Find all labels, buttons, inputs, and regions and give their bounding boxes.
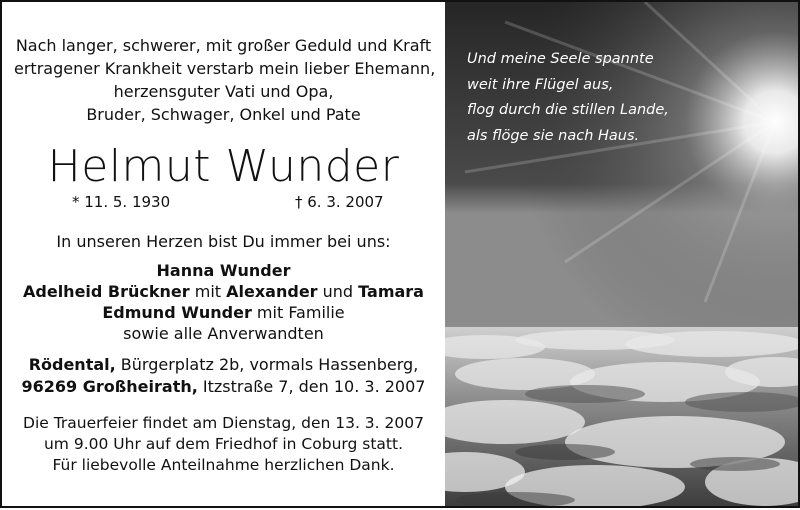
poem-line: Und meine Seele spannte bbox=[467, 51, 654, 67]
funeral-line: Für liebevolle Anteilnahme herzlichen Dank. bbox=[52, 456, 395, 474]
funeral-line: Die Trauerfeier findet am Dienstag, den 13. 3. 2007 bbox=[23, 414, 424, 432]
poem-line: weit ihre Flügel aus, bbox=[467, 76, 614, 93]
address-place: Rödental, bbox=[28, 355, 116, 374]
family-member bbox=[2, 302, 445, 323]
address-block bbox=[2, 354, 445, 398]
intro-line: Bruder, Schwager, Onkel und Pate bbox=[86, 105, 361, 124]
deceased-name: Helmut Wunder bbox=[47, 141, 400, 192]
family-name: Hanna Wunder bbox=[156, 261, 291, 280]
poem-line: als flöge sie nach Haus. bbox=[467, 127, 640, 144]
address-place: 96269 Großheirath, bbox=[21, 377, 198, 396]
intro-line: Nach langer, schwerer, mit großer Geduld und Kraft bbox=[15, 36, 432, 55]
address-line bbox=[2, 354, 445, 376]
intro-line: ertragener Krankheit verstarb mein lieber Ehemann, bbox=[14, 59, 436, 78]
funeral-line: um 9.00 Uhr auf dem Friedhof in Coburg statt. bbox=[43, 435, 404, 453]
death-date: † 6. 3. 2007 bbox=[295, 193, 384, 211]
family-member bbox=[2, 281, 445, 302]
family-name: Edmund Wunder bbox=[102, 303, 252, 322]
funeral-info bbox=[2, 413, 445, 476]
family-member bbox=[2, 260, 445, 281]
intro-line: herzensguter Vati und Opa, bbox=[113, 82, 334, 101]
family-list bbox=[2, 260, 445, 344]
address-detail: Itzstraße 7, den 10. 3. 2007 bbox=[197, 377, 426, 396]
sky-image-panel bbox=[445, 2, 798, 506]
address-detail: Bürgerplatz 2b, vormals Hassenberg, bbox=[115, 355, 419, 374]
birth-date: * 11. 5. 1930 bbox=[72, 193, 171, 211]
address-line bbox=[2, 376, 445, 398]
poem bbox=[467, 47, 669, 149]
family-relatives: sowie alle Anverwandten bbox=[123, 324, 324, 343]
family-connector: mit bbox=[189, 282, 227, 301]
family-name: Alexander bbox=[226, 282, 318, 301]
family-name: Adelheid Brückner bbox=[23, 282, 190, 301]
family-name: Tamara bbox=[358, 282, 424, 301]
poem-line: flog durch die stillen Lande, bbox=[467, 102, 669, 118]
intro-text bbox=[14, 34, 436, 126]
obituary-text-panel bbox=[2, 2, 445, 506]
family-connector: und bbox=[317, 282, 359, 301]
memorial-line: In unseren Herzen bist Du immer bei uns: bbox=[56, 232, 391, 251]
family-connector: mit Familie bbox=[251, 303, 345, 322]
